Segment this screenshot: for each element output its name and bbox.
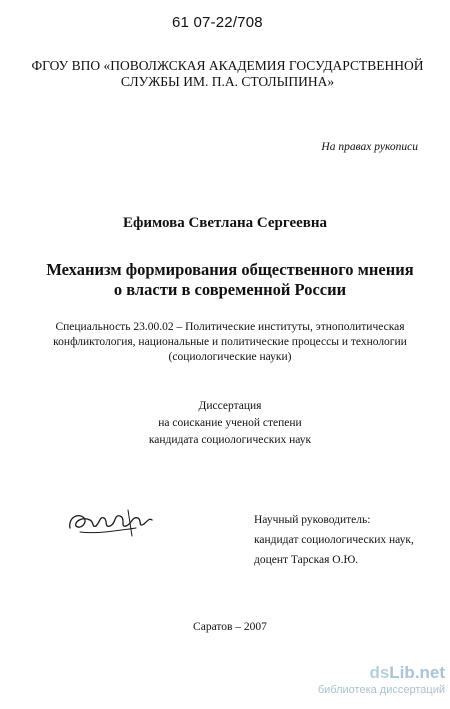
specialty-line: (социологические науки) [168, 351, 292, 363]
city-year: Саратов – 2007 [193, 621, 267, 633]
organization-header [30, 58, 425, 90]
specialty-line: конфликтология, национальные и политические процессы и технологии [53, 336, 407, 348]
author-name: Ефимова Светлана Сергеевна [122, 215, 328, 231]
rights-note: На правах рукописи [321, 141, 418, 153]
supervisor-line: Научный руководитель: [254, 514, 371, 526]
organization-line: ФГОУ ВПО «ПОВОЛЖСКАЯ АКАДЕМИЯ ГОСУДАРСТВЕННОЙ [31, 58, 424, 73]
title-line: о власти в современной России [113, 280, 347, 299]
dissertation-title [40, 260, 420, 300]
organization-line: СЛУЖБЫ ИМ. П.А. СТОЛЫПИНА» [120, 74, 335, 89]
title-line: Механизм формирования общественного мнения [46, 260, 414, 279]
dslib-watermark [275, 663, 445, 697]
degree-line: Диссертация [198, 400, 262, 412]
archive-code-number: 61 07-22/708 [172, 14, 263, 31]
handwritten-signature [66, 498, 156, 542]
watermark-logo: dsLib.net [369, 663, 445, 682]
specialty-block [40, 320, 420, 365]
supervisor-block [254, 510, 444, 570]
watermark-subtitle: библиотека диссертаций [317, 684, 445, 696]
specialty-line: Специальность 23.00.02 – Политические институты, этнополитическая [55, 321, 405, 333]
supervisor-line: доцент Тарская О.Ю. [254, 554, 359, 566]
degree-line: на соискание ученой степени [158, 417, 302, 429]
degree-line: кандидата социологических наук [148, 434, 312, 446]
supervisor-line: кандидат социологических наук, [254, 534, 414, 546]
degree-block [80, 398, 380, 449]
